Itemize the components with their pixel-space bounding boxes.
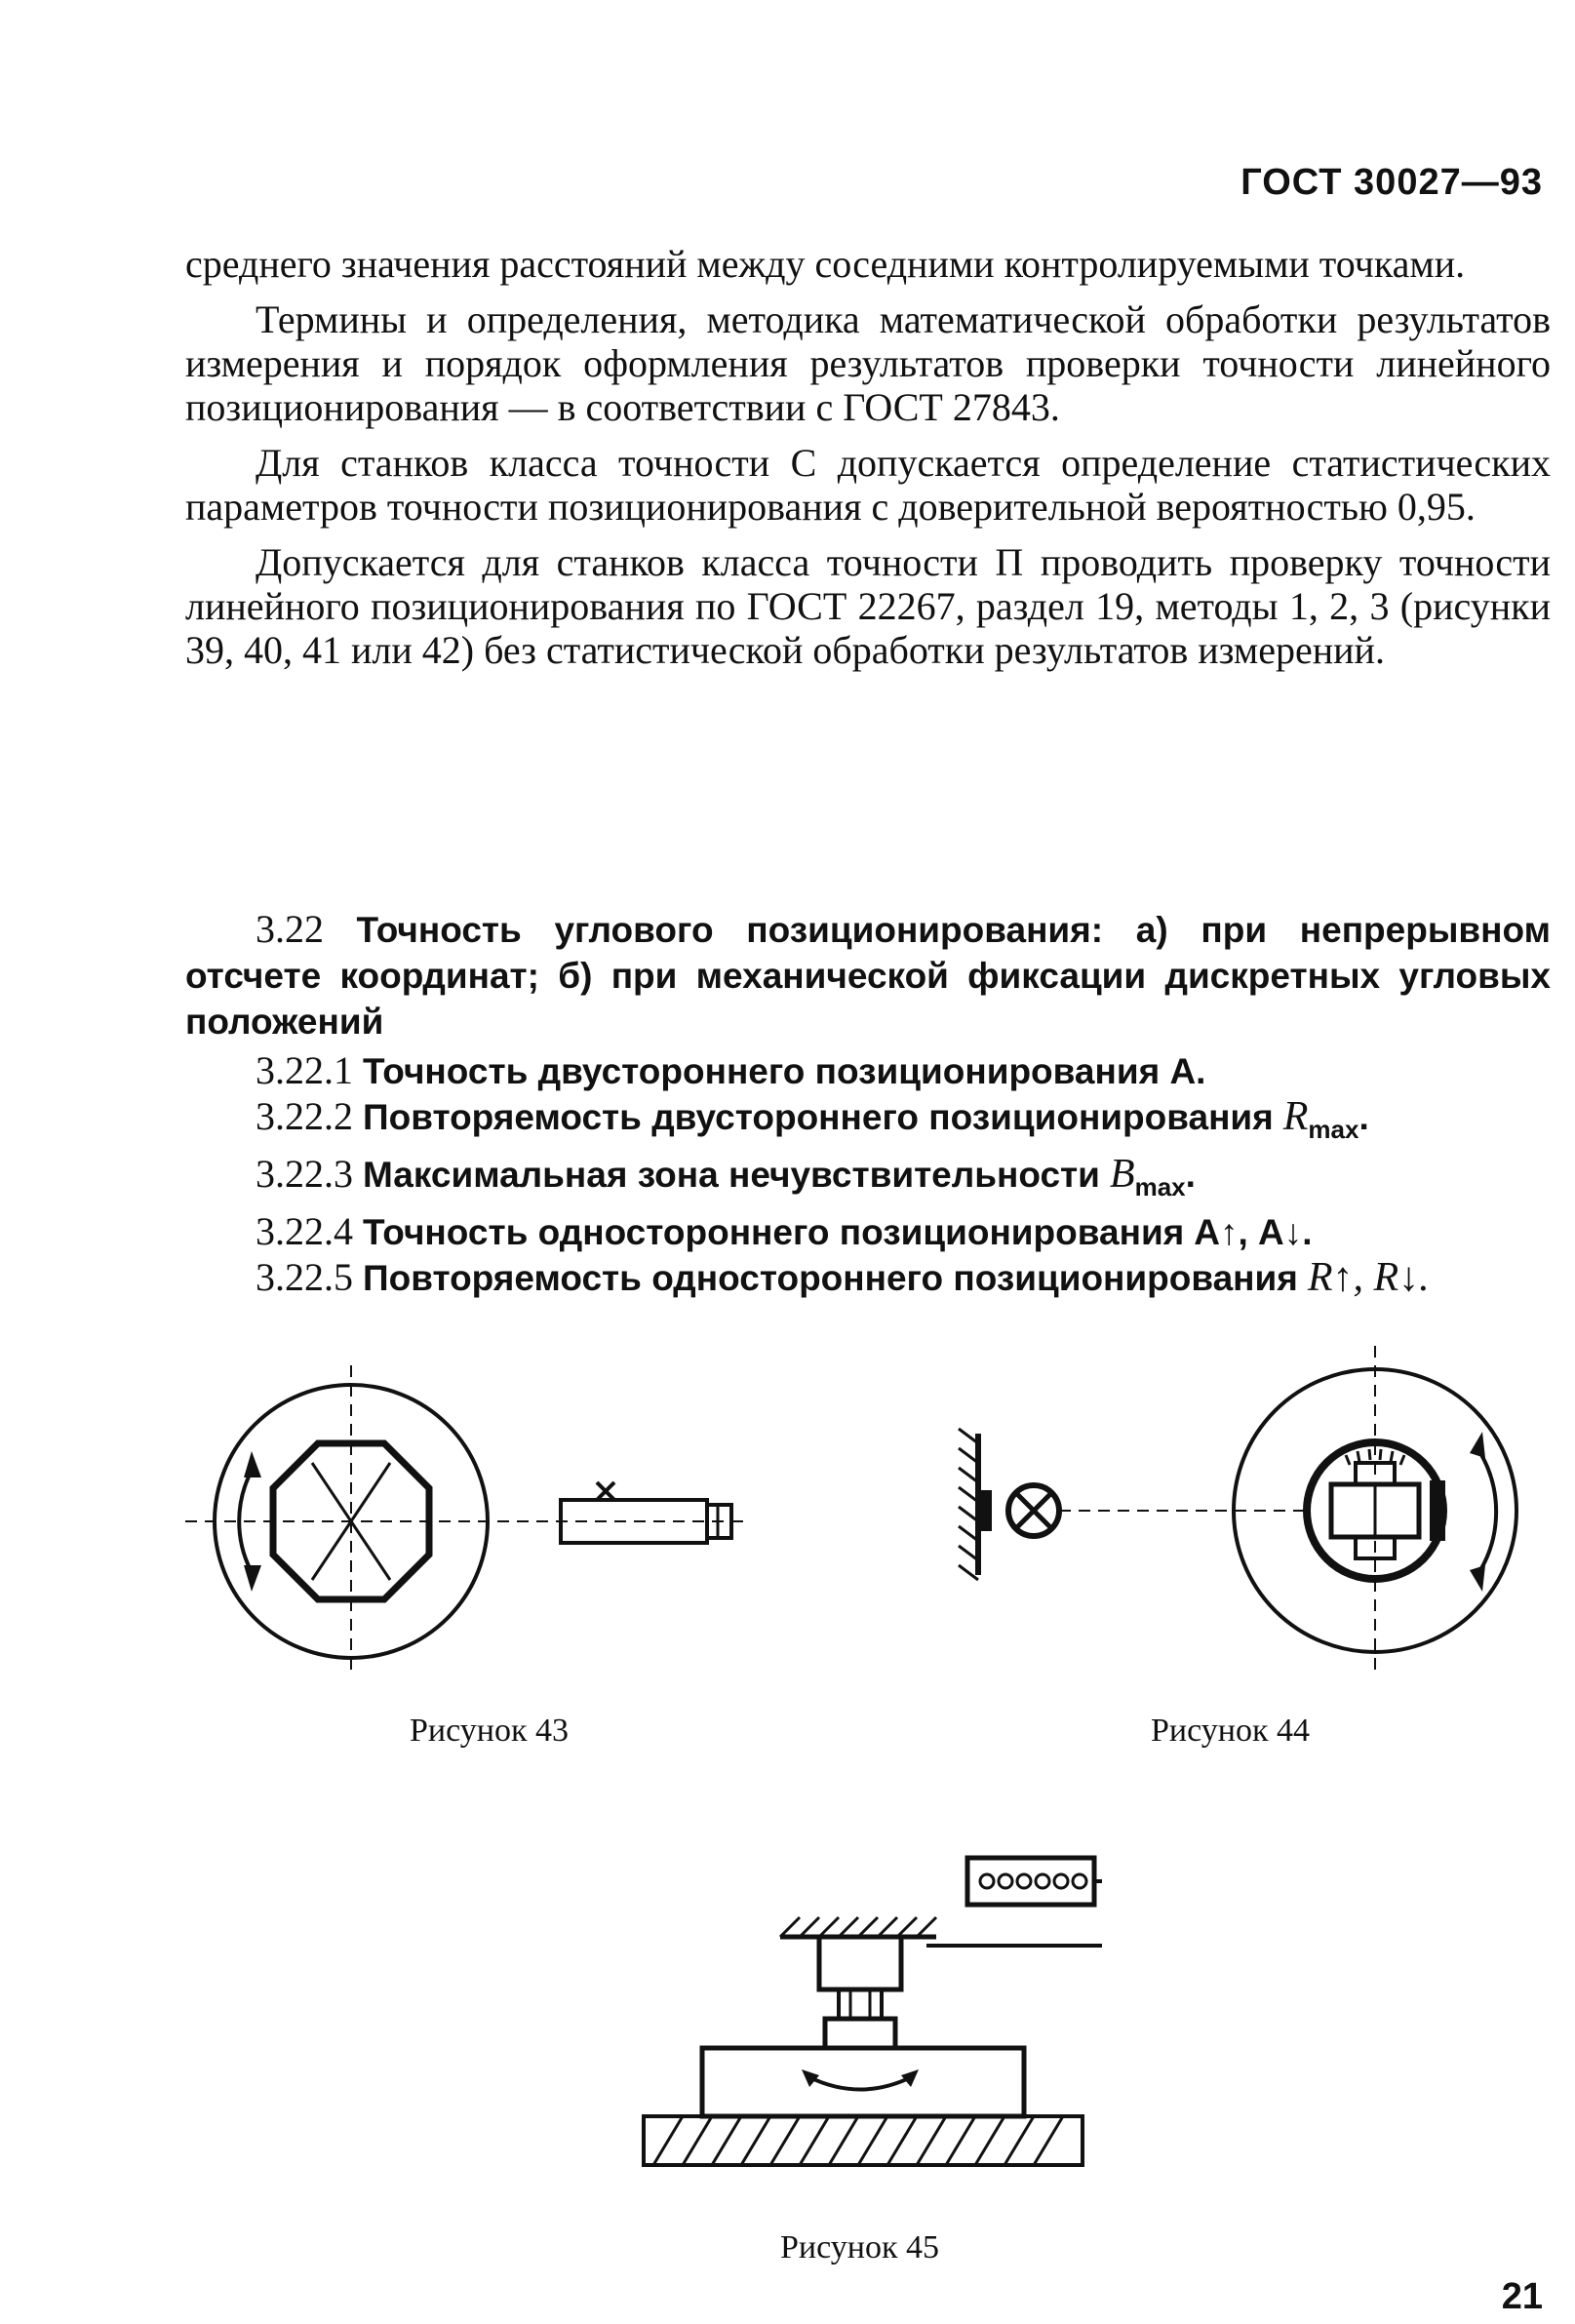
subsection-text: Максимальная зона нечувствительности: [363, 1155, 1100, 1195]
section-title: Точность углового позиционирования: а) при непрерывном отсчете координат; б) при механической фиксации дискретных угловых положений: [185, 910, 1552, 1042]
subsection-number: 3.22.4: [256, 1209, 353, 1253]
subsection-number: 3.22.5: [256, 1255, 353, 1299]
figure-44-diagram: [936, 1336, 1541, 1677]
paragraph-4: Допускается для станков класса точности П проводить проверку точности линейного позиционирования по ГОСТ 22267, раздел 19, методы 1, 2, 3 (рисунки 39, 40, 41 или 42) без статистической обработки результатов измерений.: [185, 540, 1551, 672]
page-number: 21: [1501, 2276, 1543, 2317]
subsection-end: .: [1358, 1097, 1369, 1137]
section-number: 3.22: [256, 907, 324, 951]
figure-44-caption: Рисунок 44: [1151, 1713, 1310, 1749]
symbol-subscript: max: [1134, 1172, 1186, 1201]
symbol-subscript: max: [1308, 1115, 1359, 1144]
subsection-text: Точность одностороннего позиционирования: [363, 1212, 1185, 1252]
symbol-r: R: [1282, 1094, 1309, 1139]
figure-45-diagram: [634, 1853, 1102, 2185]
subsection-end: .: [1185, 1155, 1196, 1195]
symbol-r-arrows: R↑, R↓.: [1307, 1255, 1430, 1300]
subsection-3-22-4: [185, 1209, 1551, 1255]
figure-45-caption: Рисунок 45: [780, 2229, 939, 2265]
subsection-text: Повторяемость одностороннего позиционирования: [363, 1258, 1298, 1298]
subsection-3-22-1: [185, 1048, 1551, 1094]
subsection-text: Точность двустороннего позиционирования А.: [363, 1051, 1206, 1091]
subsection-text: Повторяемость двустороннего позиционирования: [363, 1097, 1274, 1137]
subsection-number: 3.22.2: [256, 1094, 353, 1138]
paragraph-1: среднего значения расстояний между соседними контролируемыми точками.: [185, 242, 1466, 286]
subsection-3-22-5: [185, 1255, 1551, 1301]
subsection-number: 3.22.1: [256, 1048, 353, 1092]
symbol-arrows: А↑, А↓.: [1194, 1212, 1313, 1252]
symbol-b: B: [1109, 1152, 1135, 1197]
subsection-number: 3.22.3: [256, 1152, 353, 1196]
document-header: ГОСТ 30027—93: [1240, 162, 1543, 203]
figure-43-caption: Рисунок 43: [410, 1713, 569, 1749]
paragraph-3: Для станков класса точности С допускается определение статистических параметров точности позиционирования с доверительной вероятностью 0,95.: [185, 441, 1551, 529]
section-3-22: [185, 907, 1551, 1301]
body-text: [185, 242, 1551, 684]
paragraph-2: Термины и определения, методика математической обработки результатов измерения и порядок оформления результатов проверки точности линейного позиционирования — в соответствии с ГОСТ 27843.: [185, 297, 1551, 429]
subsection-3-22-3: [185, 1152, 1551, 1209]
section-heading: [185, 907, 1551, 1044]
figure-43-diagram: [185, 1356, 770, 1677]
subsection-3-22-2: [185, 1094, 1551, 1152]
